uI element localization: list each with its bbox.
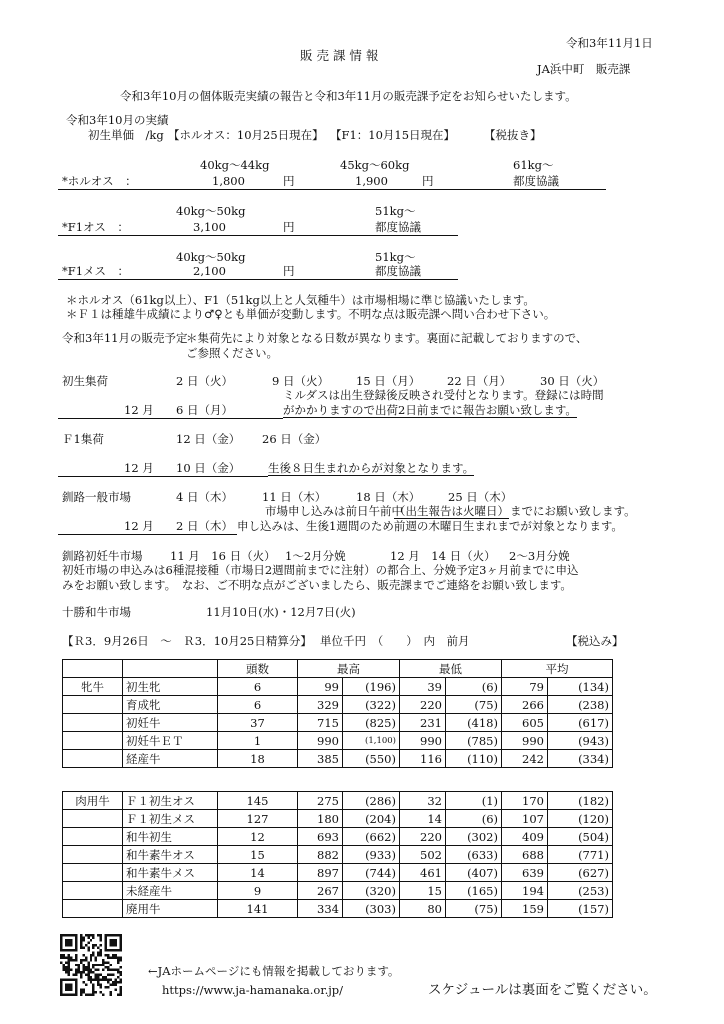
- row-min-prev: (633): [446, 846, 502, 864]
- ja-url-link[interactable]: https://www.ja-hamanaka.or.jp/: [162, 983, 344, 997]
- f1m-yen-1: 円: [283, 220, 295, 234]
- results-heading: 令和3年10月の実績: [66, 113, 169, 127]
- col-header-count: 頭数: [218, 660, 298, 678]
- back-page-note: スケジュールは裏面をご覧ください。: [428, 982, 657, 998]
- divider: [58, 476, 268, 477]
- f1shu-dec-month: 12 月: [124, 461, 154, 475]
- table-row: [63, 732, 613, 750]
- group-cell: [63, 900, 123, 918]
- shoninpu-note: みをお願い致します。 なお、ご不明な点がございましたら、販売課までご連絡をお願い致します。: [62, 578, 572, 592]
- group-cell: 肉用牛: [63, 792, 123, 810]
- shoshu-dec-month: 12 月: [124, 403, 154, 417]
- shoshu-date: 9 日（火）: [272, 374, 329, 388]
- row-name: 廃用牛: [123, 900, 218, 918]
- shoninpu-calving: 1～2月分娩: [285, 549, 346, 563]
- row-min: 461: [400, 864, 446, 882]
- page-title: 販 売 課 情 報: [300, 48, 379, 63]
- row-name: 初妊牛: [123, 714, 218, 732]
- kushiro-note-underlined: （出生報告は火曜日）: [394, 504, 509, 518]
- row-max-prev: (744): [343, 864, 400, 882]
- row-count: 12: [218, 828, 298, 846]
- row-min: 32: [400, 792, 446, 810]
- row-avg-prev: (504): [548, 828, 613, 846]
- row-avg-prev: (253): [548, 882, 613, 900]
- row-avg-prev: (334): [548, 750, 613, 768]
- hol-range-1: 40kg～44kg: [200, 158, 270, 172]
- settlement-tax: 【税込み】: [566, 634, 624, 648]
- row-avg: 266: [502, 696, 548, 714]
- row-count: 141: [218, 900, 298, 918]
- shoshu-note: ミルダスは出生登録後反映され受付となります。登録には時間: [283, 388, 604, 402]
- organization: JA浜中町 販売課: [537, 62, 631, 76]
- divider: [58, 279, 458, 280]
- row-min: 990: [400, 732, 446, 750]
- row-max: 882: [298, 846, 343, 864]
- row-name: 和牛初生: [123, 828, 218, 846]
- row-max-prev: (662): [343, 828, 400, 846]
- row-name: Ｆ１初生オス: [123, 792, 218, 810]
- row-avg: 170: [502, 792, 548, 810]
- kushiro-note: までにお願い致します。: [510, 504, 636, 518]
- qr-code-icon: [60, 934, 122, 996]
- row-avg-prev: (120): [548, 810, 613, 828]
- row-count: 18: [218, 750, 298, 768]
- note-line: ＊Ｆ１は種雄牛成績により♂♀とも単価が変動します。不明な点は販売課へ問い合わせ下さい。: [66, 307, 556, 321]
- row-min: 220: [400, 696, 446, 714]
- f1m-label: *F1オス ：: [62, 220, 129, 234]
- kushiro-note: 市場申し込みは前日午前中: [265, 504, 403, 518]
- row-avg-prev: (238): [548, 696, 613, 714]
- row-count: 1: [218, 732, 298, 750]
- unit-label: 初生単価 /kg: [88, 128, 164, 142]
- row-max: 334: [298, 900, 343, 918]
- hol-yen-1: 円: [283, 174, 295, 188]
- row-min-prev: (785): [446, 732, 502, 750]
- row-avg-prev: (157): [548, 900, 613, 918]
- row-count: 6: [218, 696, 298, 714]
- row-avg: 242: [502, 750, 548, 768]
- hol-range-3: 61kg～: [513, 158, 554, 172]
- row-max-prev: (322): [343, 696, 400, 714]
- shoshu-date: 22 日（月）: [447, 374, 512, 388]
- hol-yen-2: 円: [422, 174, 434, 188]
- group-cell: 牝牛: [63, 678, 123, 696]
- row-avg-prev: (182): [548, 792, 613, 810]
- row-avg: 194: [502, 882, 548, 900]
- shoninpu-note: 初妊市場の申込みは6種混接種（市場日2週間前までに注射）の都合上、分娩予定3ヶ月前までに申込: [62, 563, 579, 577]
- row-min-prev: (418): [446, 714, 502, 732]
- row-max-prev: (286): [343, 792, 400, 810]
- ja-homepage-note: ←JAホームページにも情報を掲載しております。: [148, 964, 400, 978]
- group-cell: [63, 882, 123, 900]
- shoninpu-date: 12 月 14 日（火）: [390, 549, 496, 563]
- row-name: 育成牝: [123, 696, 218, 714]
- kushiro-date: 18 日（木）: [356, 490, 421, 504]
- divider: [58, 418, 283, 419]
- row-min-prev: (1): [446, 792, 502, 810]
- settlement-period: 【Ｒ3．9月26日 ～ Ｒ3．10月25日精算分】: [62, 634, 312, 648]
- row-max: 99: [298, 678, 343, 696]
- col-header-max: 最高: [298, 660, 400, 678]
- table-row: [63, 678, 613, 696]
- kushiro-date: 11 日（木）: [262, 490, 327, 504]
- shoshu-date: 30 日（火）: [540, 374, 605, 388]
- intro-text: 令和3年10月の個体販売実績の報告と令和3年11月の販売課予定をお知らせいたします。: [120, 89, 577, 103]
- table-row: [63, 810, 613, 828]
- row-min-prev: (165): [446, 882, 502, 900]
- hol-label: *ホルオス ：: [62, 174, 137, 188]
- row-avg: 409: [502, 828, 548, 846]
- row-avg-prev: (627): [548, 864, 613, 882]
- group-cell: [63, 828, 123, 846]
- row-min: 116: [400, 750, 446, 768]
- f1f-price-1: 2,100: [193, 264, 226, 278]
- table-row: [63, 900, 613, 918]
- row-min-prev: (75): [446, 696, 502, 714]
- row-max: 275: [298, 792, 343, 810]
- shoshu-dec-day: 6 日（月）: [176, 403, 233, 417]
- row-name: 経産牛: [123, 750, 218, 768]
- kushiro-date: 25 日（木）: [448, 490, 513, 504]
- row-max: 990: [298, 732, 343, 750]
- row-max: 715: [298, 714, 343, 732]
- f1f-yen-1: 円: [283, 264, 295, 278]
- col-header-min: 最低: [400, 660, 502, 678]
- row-count: 127: [218, 810, 298, 828]
- table-row: [63, 828, 613, 846]
- row-avg-prev: (771): [548, 846, 613, 864]
- row-min-prev: (75): [446, 900, 502, 918]
- f1-as-of: 【F1：10月15日現在】: [330, 128, 456, 142]
- row-min: 15: [400, 882, 446, 900]
- row-max-prev: (1,100): [343, 732, 400, 750]
- row-min: 502: [400, 846, 446, 864]
- divider: [58, 534, 237, 535]
- group-cell: [63, 696, 123, 714]
- table-row: [63, 846, 613, 864]
- row-avg: 605: [502, 714, 548, 732]
- row-avg: 159: [502, 900, 548, 918]
- row-min: 231: [400, 714, 446, 732]
- row-max: 385: [298, 750, 343, 768]
- group-cell: [63, 810, 123, 828]
- row-count: 37: [218, 714, 298, 732]
- row-name: 初生牝: [123, 678, 218, 696]
- group-cell: [63, 846, 123, 864]
- tokachi-dates: 11月10日(水)・12月7日(火): [206, 605, 356, 619]
- shoninpu-market: 釧路初妊牛市場: [62, 549, 143, 563]
- row-avg-prev: (134): [548, 678, 613, 696]
- row-max: 329: [298, 696, 343, 714]
- settlement-unit: 単位千円 （ ） 内 前月: [320, 634, 470, 648]
- shoshu-label: 初生集荷: [62, 374, 108, 388]
- row-count: 15: [218, 846, 298, 864]
- group-cell: [63, 714, 123, 732]
- row-count: 6: [218, 678, 298, 696]
- row-name: 和牛素牛オス: [123, 846, 218, 864]
- col-header-avg: 平均: [502, 660, 613, 678]
- plan-heading: 令和3年11月の販売予定: [62, 331, 188, 345]
- kushiro-label: 釧路一般市場: [62, 490, 131, 504]
- row-count: 14: [218, 864, 298, 882]
- row-min-prev: (6): [446, 678, 502, 696]
- shoshu-note: がかかりますので出荷2日前までに報告お願い致します。: [283, 403, 577, 417]
- hol-as-of: 【ホルオス：10月25日現在】: [168, 128, 324, 142]
- f1m-range-1: 40kg～50kg: [176, 204, 246, 218]
- row-min: 220: [400, 828, 446, 846]
- f1shu-note: 生後８日生まれからが対象となります。: [268, 461, 475, 475]
- row-min-prev: (110): [446, 750, 502, 768]
- shoninpu-date: 11 月 16 日（火）: [170, 549, 276, 563]
- tokachi-label: 十勝和牛市場: [62, 605, 131, 619]
- group-cell: [63, 750, 123, 768]
- f1m-price-1: 3,100: [193, 220, 226, 234]
- row-avg: 639: [502, 864, 548, 882]
- note-line: ＊ホルオス（61kg以上）、F1（51kg以上と人気種牛）は市場相場に準じ協議いたします。: [66, 293, 535, 307]
- row-max: 180: [298, 810, 343, 828]
- shoshu-date: 2 日（火）: [176, 374, 233, 388]
- f1f-price-2: 都度協議: [375, 264, 421, 278]
- row-min-prev: (407): [446, 864, 502, 882]
- row-min-prev: (6): [446, 810, 502, 828]
- tax-excluded: 【税抜き】: [484, 128, 542, 142]
- table-row: [63, 714, 613, 732]
- row-name: 初妊牛ＥＴ: [123, 732, 218, 750]
- row-min: 39: [400, 678, 446, 696]
- table-row: [63, 792, 613, 810]
- row-min-prev: (302): [446, 828, 502, 846]
- divider: [58, 189, 606, 190]
- row-max-prev: (550): [343, 750, 400, 768]
- f1f-range-2: 51kg～: [375, 250, 416, 264]
- group-cell: [63, 732, 123, 750]
- results-table-beef: [62, 791, 613, 918]
- table-row: [63, 750, 613, 768]
- row-max-prev: (303): [343, 900, 400, 918]
- row-avg: 688: [502, 846, 548, 864]
- row-name: 和牛素牛メス: [123, 864, 218, 882]
- hol-range-2: 45kg～60kg: [340, 158, 410, 172]
- table-header-row: [63, 660, 613, 678]
- row-max-prev: (320): [343, 882, 400, 900]
- table-row: [63, 696, 613, 714]
- row-avg-prev: (943): [548, 732, 613, 750]
- row-min: 14: [400, 810, 446, 828]
- divider: [58, 235, 458, 236]
- f1m-range-2: 51kg～: [375, 204, 416, 218]
- row-max: 897: [298, 864, 343, 882]
- row-max-prev: (933): [343, 846, 400, 864]
- hol-price-3: 都度協議: [513, 174, 559, 188]
- row-avg: 990: [502, 732, 548, 750]
- row-max: 693: [298, 828, 343, 846]
- row-name: Ｆ１初生メス: [123, 810, 218, 828]
- row-name: 未経産牛: [123, 882, 218, 900]
- kushiro-dec-day: 2 日（木）: [176, 519, 233, 533]
- row-count: 9: [218, 882, 298, 900]
- group-cell: [63, 864, 123, 882]
- hol-price-1: 1,800: [212, 174, 245, 188]
- shoshu-date: 15 日（月）: [356, 374, 421, 388]
- table-row: [63, 864, 613, 882]
- kushiro-dec-month: 12 月: [124, 519, 154, 533]
- row-max-prev: (196): [343, 678, 400, 696]
- row-avg-prev: (617): [548, 714, 613, 732]
- results-table-cows: [62, 659, 613, 768]
- f1m-price-2: 都度協議: [375, 220, 421, 234]
- plan-note: ＊集荷先により対象となる日数が異なります。裏面に記載しておりますので、: [186, 331, 588, 345]
- row-max-prev: (825): [343, 714, 400, 732]
- row-min: 80: [400, 900, 446, 918]
- shoninpu-calving: 2～3月分娩: [509, 549, 570, 563]
- issue-date: 令和3年11月1日: [566, 36, 653, 50]
- kushiro-note: 申し込みは、生後1週間のため前週の木曜日生まれまでが対象となります。: [237, 519, 623, 533]
- row-count: 145: [218, 792, 298, 810]
- row-max-prev: (204): [343, 810, 400, 828]
- hol-price-2: 1,900: [355, 174, 388, 188]
- f1shu-dec-day: 10 日（金）: [176, 461, 241, 475]
- plan-note: ご参照ください。: [186, 346, 278, 360]
- row-avg: 79: [502, 678, 548, 696]
- f1shu-date: 12 日（金）: [176, 432, 241, 446]
- table-row: [63, 882, 613, 900]
- kushiro-date: 4 日（木）: [176, 490, 233, 504]
- row-avg: 107: [502, 810, 548, 828]
- row-max: 267: [298, 882, 343, 900]
- f1shu-date: 26 日（金）: [262, 432, 327, 446]
- f1f-label: *F1メス ：: [62, 264, 130, 278]
- f1shu-label: Ｆ1集荷: [62, 432, 104, 446]
- f1f-range-1: 40kg～50kg: [176, 250, 246, 264]
